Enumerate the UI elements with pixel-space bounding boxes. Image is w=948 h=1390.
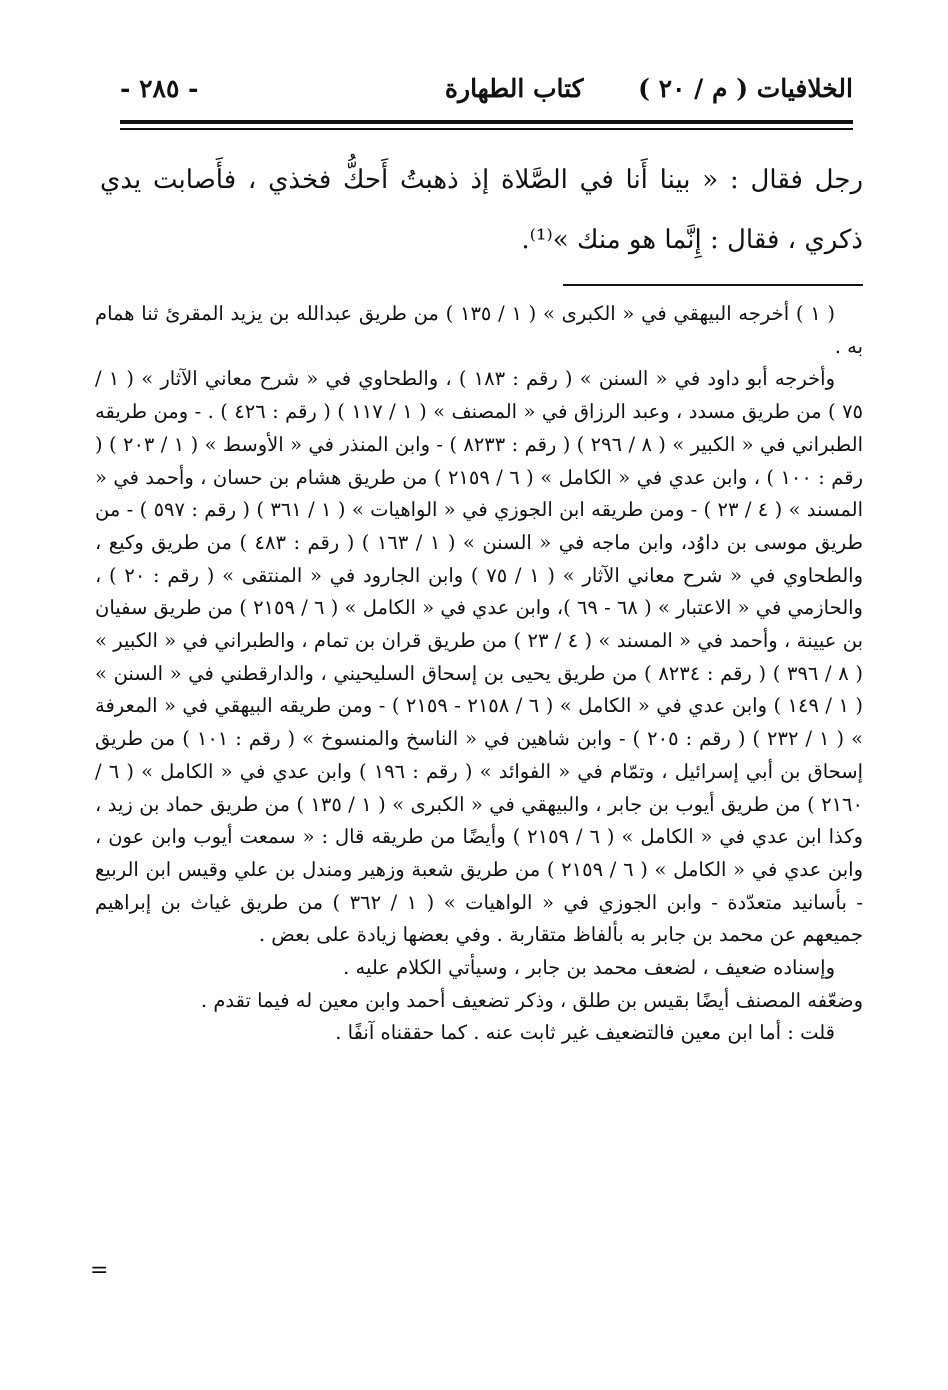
page-header bbox=[120, 66, 853, 110]
continuation-mark: = bbox=[90, 1258, 109, 1283]
footnotes bbox=[95, 298, 863, 1050]
footnote-paragraph: وضعّفه المصنف أيضًا بقيس بن طلق ، وذكر تضعيف أحمد وابن معين له فيما تقدم . bbox=[200, 988, 863, 1012]
footnote-paragraph: قلت : أما ابن معين فالتضعيف غير ثابت عنه . كما حققناه آنفًا . bbox=[335, 1021, 835, 1045]
footnote-paragraph: وأخرجه أبو داود في « السنن » ( رقم : ١٨٣ ) ، والطحاوي في « شرح معاني الآثار » ( ١ / ٧٥ ) من طريق مسدد ، وعبد الرزاق في « المصنف » ( ١ / ١١٧ ) ( رقم : ٤٢٦ ) . - ومن طريقه الطبراني في « الكبير » ( ٨ / ٢٩٦ ) ( رقم : ٨٢٣٣ ) - وابن المنذر في « الأوسط » ( ١ / ٢٠٣ ) ( رقم : ١٠٠ ) ، وابن عدي في « الكامل » ( ٦ / ٢١٥٩ ) من طريق هشام بن حسان ، وأحمد في « المسند » ( ٤ / ٢٣ ) - ومن طريقه ابن الجوزي في « الواهيات » ( ١ / ٣٦١ ) ( رقم : ٥٩٧ ) - من طريق موسى بن داوُد، وابن ماجه في « السنن » ( ١ / ١٦٣ ) ( رقم : ٤٨٣ ) من طريق وكيع ، والطحاوي في « شرح معاني الآثار » ( ١ / ٧٥ ) وابن الجارود في « المنتقى » ( رقم : ٢٠ ) ، والحازمي في « الاعتبار » ( ٦٨ - ٦٩ )، وابن عدي في « الكامل » ( ٦ / ٢١٥٩ ) من طريق سفيان بن عيينة ، وأحمد في « المسند » ( ٤ / ٢٣ ) من طريق قران بن تمام ، والطبراني في « الكبير » ( ٨ / ٣٩٦ ) ( رقم : ٨٢٣٤ ) من طريق يحيى بن إسحاق السليحيني ، والدارقطني في « السنن » ( ١ / ١٤٩ ) وابن عدي في « الكامل » ( ٦ / ٢١٥٨ - ٢١٥٩ ) - ومن طريقه البيهقي في « المعرفة » ( ١ / ٢٣٢ ) ( رقم : ٢٠٥ ) - وابن شاهين في « الناسخ والمنسوخ » ( رقم : ١٠١ ) من طريق إسحاق بن أبي إسرائيل ، وتمّام في « الفوائد » ( رقم : ١٩٦ ) وابن عدي في « الكامل » ( ٦ /٢١٦٠ ) من طريق أيوب بن جابر ، والبيهقي في « الكبرى » ( ١ / ١٣٥ ) من طريق حماد بن زيد ، وكذا ابن عدي في « الكامل » ( ٦ / ٢١٥٩ ) وأيضًا من طريقه قال : « سمعت أيوب وابن عون ، وابن عدي في « الكامل » ( ٦ / ٢١٥٩ ) من طريق شعبة وزهير ومندل بن علي وقيس ابن الربيع - بأسانيد متعدّدة - وابن الجوزي في « الواهيات » ( ١ / ٣٦٢ ) من طريق غياث بن إبراهيم جميعهم عن محمد بن جابر به بألفاظ متقاربة . وفي بعضها زيادة على بعض . bbox=[95, 367, 864, 947]
header-rule-thick bbox=[120, 120, 853, 124]
page-number: - ٢٨٥ - bbox=[120, 74, 199, 103]
header-rule-thin bbox=[120, 128, 853, 130]
main-text bbox=[100, 150, 863, 270]
running-head-section: الخلافيات ( م / ٢٠ ) bbox=[638, 74, 853, 103]
footnote-paragraph: وإسناده ضعيف ، لضعف محمد بن جابر ، وسيأتي الكلام عليه . bbox=[343, 956, 835, 980]
footnote-separator bbox=[563, 284, 863, 286]
running-head-chapter: كتاب الطهارة bbox=[444, 74, 584, 103]
main-paragraph: رجل فقال : « بينا أَنا في الصَّلاة إذ ذهبتُ أَحكُّ فخذي ، فأَصابت يدي ذكري ، فقال : إِنَّما هو منك »⁽¹⁾. bbox=[100, 165, 863, 255]
footnote-1: ( ١ ) أخرجه البيهقي في « الكبرى » ( ١ / ١٣٥ ) من طريق عبدالله بن يزيد المقرئ ثنا همام به . bbox=[95, 302, 863, 358]
